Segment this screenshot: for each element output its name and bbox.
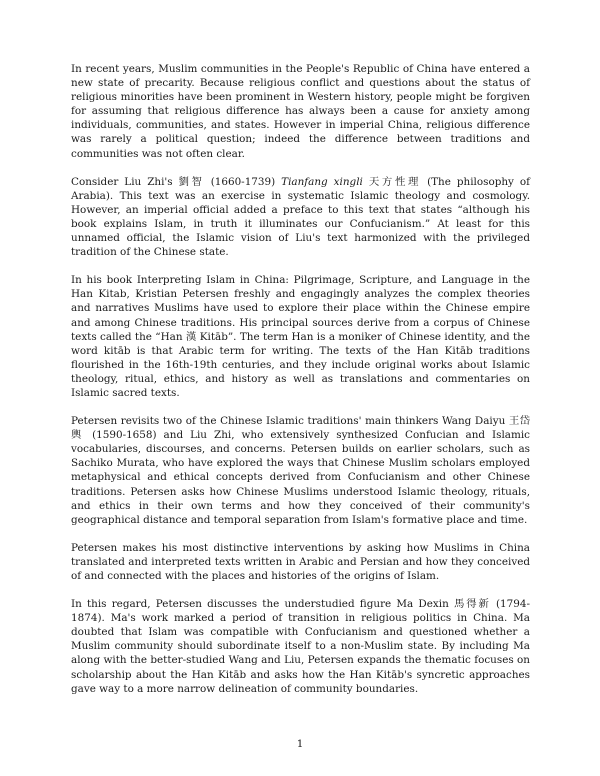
book-title-tianfang-xingli: Tianfang xingli — [281, 175, 363, 188]
paragraph-4-text: Petersen revisits two of the Chinese Islamic traditions' main thinkers Wang Daiyu 王岱輿 (1590-1658) and Liu Zhi, who extensively synthesized Confucian and Islamic vocabularies, discourses, and concerns. Petersen builds on earlier scholars, such as Sachiko Murata, who have explored the ways that Chinese Muslim scholars employed metaphysical and ethical concepts derived from Confucianism and other Chinese traditions. Petersen asks how Chinese Muslims understood Islamic theology, rituals, and ethics in their own terms and how they conceived of their community's geographical distance and temporal separation from Islam's formative place and time. — [71, 415, 530, 526]
paragraph-6 — [71, 597, 530, 696]
document-body — [71, 62, 530, 710]
paragraph-5 — [71, 541, 530, 583]
paragraph-1-text: In recent years, Muslim communities in the People's Republic of China have entered a new state of precarity. Because religious conflict and questions about the status of religious minorities have been prominent in Western history, people might be forgiven for assuming that religious difference has always been a cause for anxiety among individuals, communities, and states. However in imperial China, religious difference was rarely a political question; indeed the difference between traditions and communities was not often clear. — [71, 63, 530, 160]
paragraph-6-text: In this regard, Petersen discusses the understudied figure Ma Dexin 馬得新 (1794-1874). Ma's work marked a period of transition in religious politics in China. Ma doubted that Islam was compatible with Confucianism and questioned whether a Muslim community should subordinate itself to a non-Muslim state. By including Ma along with the better-studied Wang and Liu, Petersen expands the thematic focuses on scholarship about the Han Kitāb and asks how the Han Kitāb's syncretic approaches gave way to a more narrow delineation of community boundaries. — [71, 598, 530, 695]
paragraph-2-text-after: 天方性理 (The philosophy of Arabia). This text was an exercise in systematic Islamic theology and cosmology. However, an imperial official added a preface to this text that states “although his book explains Islam, in truth it illuminates our Confucianism.” At least for this unnamed official, the Islamic vision of Liu's text harmonized with the privileged tradition of the Chinese state. — [71, 175, 530, 259]
paragraph-4 — [71, 414, 530, 527]
paragraph-3 — [71, 273, 530, 400]
paragraph-2 — [71, 175, 530, 260]
paragraph-1 — [71, 62, 530, 161]
paragraph-5-text: Petersen makes his most distinctive interventions by asking how Muslims in China translated and interpreted texts written in Arabic and Persian and how they conceived of and connected with the places and histories of the origins of Islam. — [71, 541, 530, 582]
paragraph-2-text-before: Consider Liu Zhi's 劉智 (1660-1739) — [71, 175, 282, 188]
page-number: 1 — [296, 738, 304, 750]
paragraph-3-text: In his book Interpreting Islam in China: Pilgrimage, Scripture, and Language in the Han Kitab, Kristian Petersen freshly and engagingly analyzes the complex theories and narratives Muslims have used to explore their place within the Chinese empire and among Chinese traditions. His principal sources derive from a corpus of Chinese texts called the “Han 漢 Kitāb”. The term Han is a moniker of Chinese identity, and the word kitāb is that Arabic term for writing. The texts of the Han Kitāb traditions flourished in the 16th-19th centuries, and they include original works about Islamic theology, ritual, ethics, and history as well as translations and commentaries on Islamic sacred texts. — [71, 274, 530, 399]
